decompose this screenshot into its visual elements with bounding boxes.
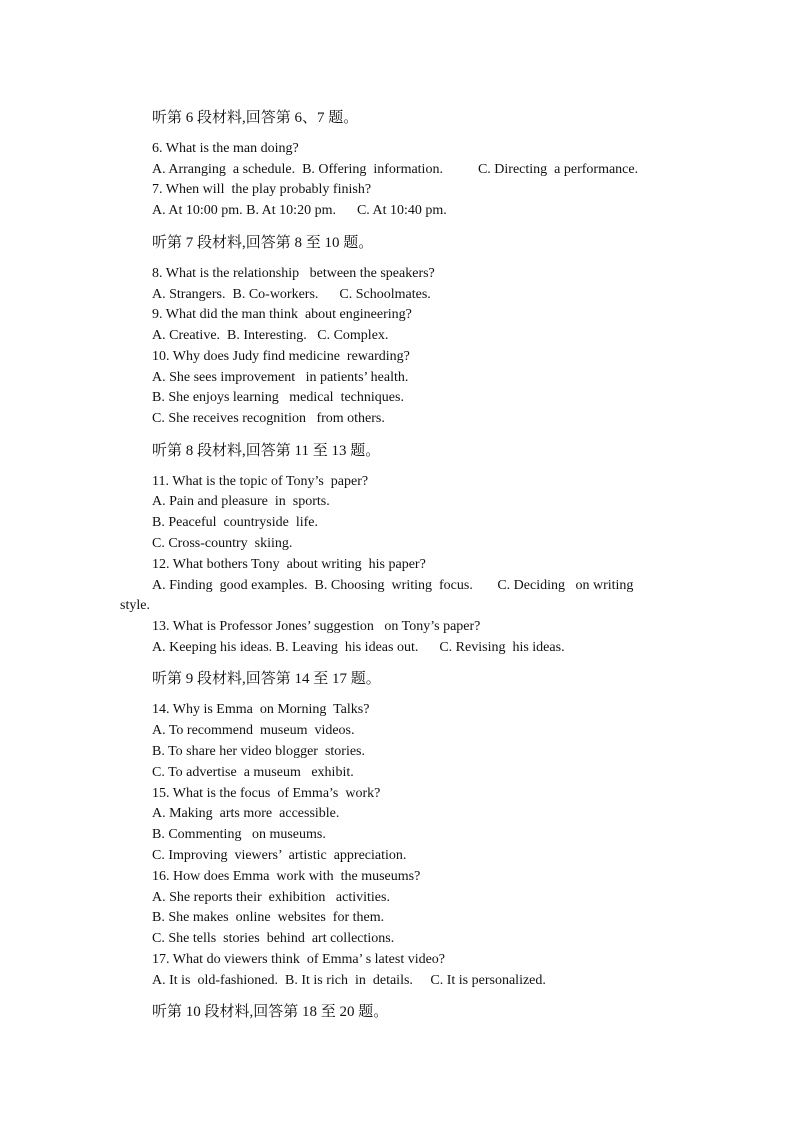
answer-options-continued: style. bbox=[120, 598, 150, 613]
question-text: 17. What do viewers think of Emma’ s latest video? bbox=[152, 952, 446, 967]
answer-option: B. She makes online websites for them. bbox=[152, 910, 385, 925]
question-text: 11. What is the topic of Tony’s paper? bbox=[152, 474, 369, 489]
answer-option: B. Commenting on museums. bbox=[152, 827, 326, 842]
answer-options: A. Creative. B. Interesting. C. Complex. bbox=[152, 328, 389, 343]
section-heading: 听第 6 段材料,回答第 6、7 题。 bbox=[152, 110, 359, 126]
question-text: 6. What is the man doing? bbox=[152, 141, 299, 156]
answer-option: A. To recommend museum videos. bbox=[152, 723, 355, 738]
answer-option: A. Pain and pleasure in sports. bbox=[152, 494, 330, 509]
question-text: 12. What bothers Tony about writing his paper? bbox=[152, 557, 426, 572]
question-text: 14. Why is Emma on Morning Talks? bbox=[152, 702, 370, 717]
question-text: 9. What did the man think about engineering? bbox=[152, 307, 412, 322]
answer-option: B. To share her video blogger stories. bbox=[152, 744, 365, 759]
question-text: 15. What is the focus of Emma’s work? bbox=[152, 786, 381, 801]
question-text: 7. When will the play probably finish? bbox=[152, 182, 372, 197]
question-text: 13. What is Professor Jones’ suggestion on Tony’s paper? bbox=[152, 619, 481, 634]
answer-option: C. Cross-country skiing. bbox=[152, 536, 293, 551]
answer-option: B. Peaceful countryside life. bbox=[152, 515, 319, 530]
section-heading: 听第 9 段材料,回答第 14 至 17 题。 bbox=[152, 671, 381, 687]
answer-options: A. Keeping his ideas. B. Leaving his ideas out. C. Revising his ideas. bbox=[152, 640, 565, 655]
question-text: 8. What is the relationship between the speakers? bbox=[152, 266, 435, 281]
answer-options: A. At 10:00 pm. B. At 10:20 pm. C. At 10:40 pm. bbox=[152, 203, 447, 218]
answer-option: A. Making arts more accessible. bbox=[152, 806, 340, 821]
answer-option: C. She receives recognition from others. bbox=[152, 411, 385, 426]
answer-option: C. She tells stories behind art collections. bbox=[152, 931, 395, 946]
answer-option: C. Improving viewers’ artistic appreciation. bbox=[152, 848, 407, 863]
answer-option: A. She sees improvement in patients’ health. bbox=[152, 370, 409, 385]
section-heading: 听第 8 段材料,回答第 11 至 13 题。 bbox=[152, 443, 381, 459]
section-heading: 听第 7 段材料,回答第 8 至 10 题。 bbox=[152, 235, 374, 251]
answer-options: A. It is old-fashioned. B. It is rich in details. C. It is personalized. bbox=[152, 973, 546, 988]
answer-option: B. She enjoys learning medical techniques. bbox=[152, 390, 404, 405]
section-heading: 听第 10 段材料,回答第 18 至 20 题。 bbox=[152, 1004, 389, 1020]
answer-options: A. Arranging a schedule. B. Offering information. C. Directing a performance. bbox=[152, 162, 639, 177]
question-text: 10. Why does Judy find medicine rewarding? bbox=[152, 349, 410, 364]
answer-options: A. Finding good examples. B. Choosing writing focus. C. Deciding on writing bbox=[152, 578, 634, 593]
answer-option: A. She reports their exhibition activities. bbox=[152, 890, 390, 905]
answer-option: C. To advertise a museum exhibit. bbox=[152, 765, 354, 780]
answer-options: A. Strangers. B. Co-workers. C. Schoolmates. bbox=[152, 287, 431, 302]
question-text: 16. How does Emma work with the museums? bbox=[152, 869, 421, 884]
